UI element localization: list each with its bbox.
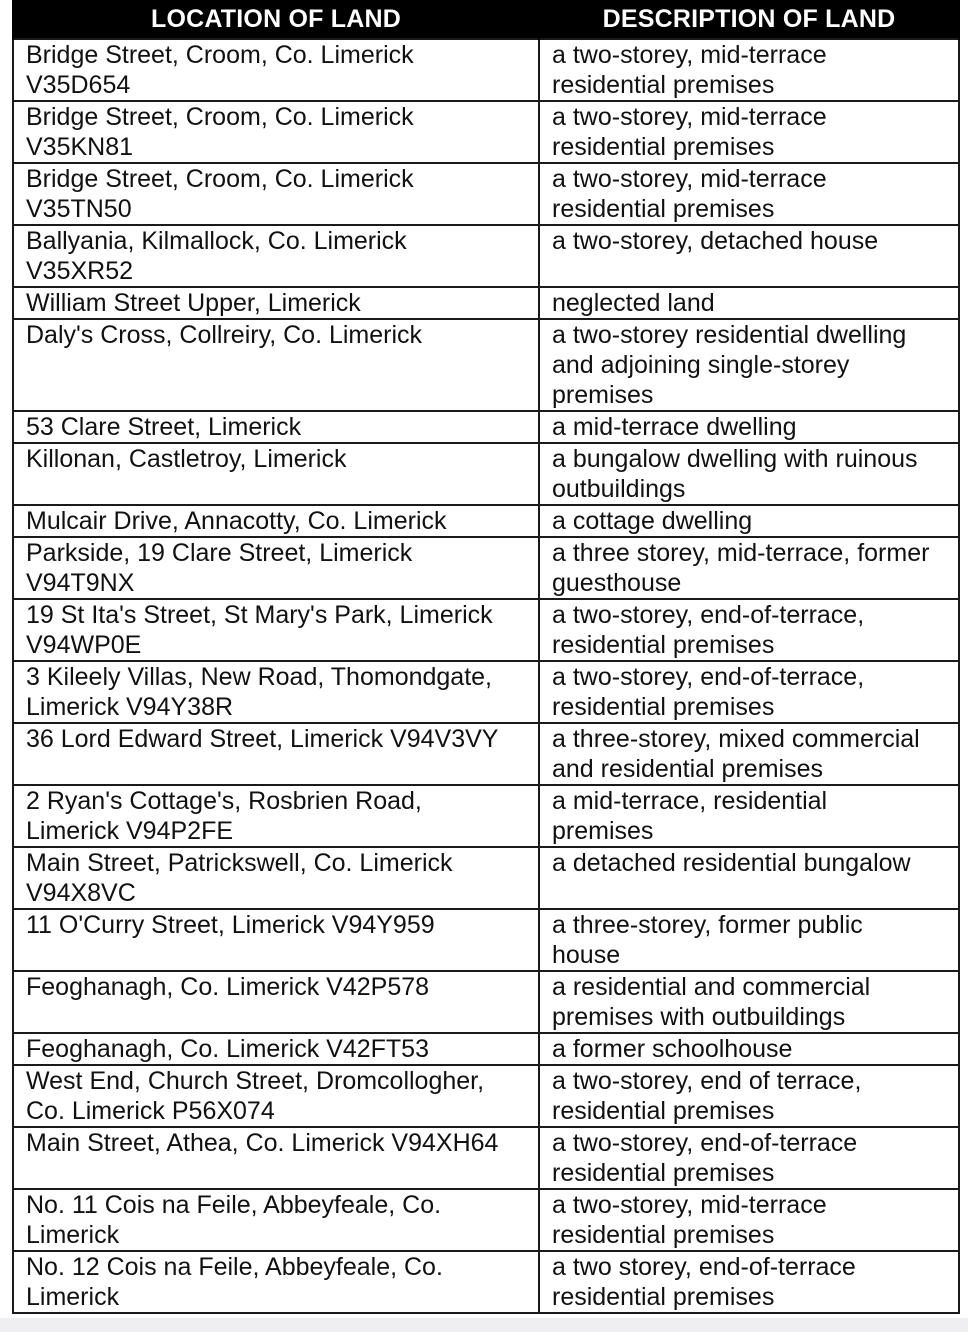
location-line: V94X8VC [26,879,136,907]
description-line: residential premises [552,1283,775,1311]
description-line: outbuildings [552,475,686,503]
location-cell [13,101,539,163]
location-line: V35KN81 [26,133,134,161]
bottom-margin-strip [0,1318,968,1332]
description-line: a mid-terrace dwelling [552,413,797,441]
table-row [13,1189,959,1251]
description-cell [539,1251,959,1313]
location-cell [13,1033,539,1065]
description-line: residential premises [552,1097,775,1125]
description-line: premises [552,817,654,845]
location-line: Killonan, Castletroy, Limerick [26,445,347,473]
description-line: a bungalow dwelling with ruinous [552,445,918,473]
description-line: a two-storey, detached house [552,227,879,255]
location-cell [13,1251,539,1313]
location-line: Limerick V94Y38R [26,693,234,721]
document-page [12,0,958,1332]
description-line: neglected land [552,289,715,317]
description-cell [539,411,959,443]
location-line: Main Street, Athea, Co. Limerick V94XH64 [26,1129,499,1157]
location-cell [13,1065,539,1127]
description-line: a three-storey, former public [552,911,863,939]
table-row [13,225,959,287]
location-cell [13,847,539,909]
description-line: a three-storey, mixed commercial [552,725,920,753]
table-row [13,319,959,411]
location-line: Co. Limerick P56X074 [26,1097,275,1125]
table-row [13,785,959,847]
description-column-header: DESCRIPTION OF LAND [539,0,959,39]
description-cell [539,505,959,537]
description-line: a two-storey residential dwelling [552,321,907,349]
location-line: No. 12 Cois na Feile, Abbeyfeale, Co. [26,1253,443,1281]
location-cell [13,971,539,1033]
description-line: residential premises [552,631,775,659]
location-column-header: LOCATION OF LAND [13,0,539,39]
description-cell [539,287,959,319]
description-line: residential premises [552,693,775,721]
location-line: Feoghanagh, Co. Limerick V42FT53 [26,1035,429,1063]
table-row [13,505,959,537]
description-cell [539,163,959,225]
description-line: a two-storey, end-of-terrace, [552,663,865,691]
table-row [13,1251,959,1313]
description-cell [539,909,959,971]
description-line: and adjoining single-storey [552,351,850,379]
location-cell [13,1189,539,1251]
location-line: William Street Upper, Limerick [26,289,361,317]
location-line: No. 11 Cois na Feile, Abbeyfeale, Co. [26,1191,442,1219]
description-line: a two storey, end-of-terrace [552,1253,856,1281]
description-cell [539,319,959,411]
location-cell [13,785,539,847]
description-cell [539,1065,959,1127]
description-line: a mid-terrace, residential [552,787,828,815]
table-row [13,411,959,443]
table-row [13,1127,959,1189]
table-row [13,661,959,723]
description-cell [539,1033,959,1065]
description-line: a former schoolhouse [552,1035,793,1063]
table-row [13,287,959,319]
description-line: a residential and commercial [552,973,871,1001]
description-cell [539,225,959,287]
description-cell [539,661,959,723]
table-row [13,163,959,225]
land-table [12,0,960,1314]
location-line: 19 St Ita's Street, St Mary's Park, Limerick [26,601,493,629]
description-cell [539,599,959,661]
location-line: Daly's Cross, Collreiry, Co. Limerick [26,321,423,349]
location-line: Bridge Street, Croom, Co. Limerick [26,165,414,193]
description-line: residential premises [552,1159,775,1187]
description-line: premises with outbuildings [552,1003,846,1031]
location-cell [13,443,539,505]
description-line: residential premises [552,1221,775,1249]
location-line: Limerick [26,1221,120,1249]
description-line: residential premises [552,133,775,161]
description-cell [539,101,959,163]
table-row [13,101,959,163]
location-cell [13,287,539,319]
location-line: V35D654 [26,71,131,99]
location-line: Parkside, 19 Clare Street, Limerick [26,539,413,567]
description-cell [539,971,959,1033]
description-line: residential premises [552,195,775,223]
location-line: V94T9NX [26,569,135,597]
location-cell [13,505,539,537]
location-line: Bridge Street, Croom, Co. Limerick [26,103,414,131]
description-line: premises [552,381,654,409]
location-cell [13,163,539,225]
location-cell [13,225,539,287]
location-line: 11 O'Curry Street, Limerick V94Y959 [26,911,435,939]
description-line: residential premises [552,71,775,99]
description-line: a cottage dwelling [552,507,753,535]
description-cell [539,723,959,785]
description-line: a three storey, mid-terrace, former [552,539,930,567]
table-row [13,599,959,661]
table-row [13,1065,959,1127]
table-row [13,443,959,505]
description-line: a two-storey, mid-terrace [552,165,827,193]
table-row [13,723,959,785]
location-line: V35TN50 [26,195,132,223]
description-line: and residential premises [552,755,823,783]
description-line: a two-storey, end-of-terrace, [552,601,865,629]
description-cell [539,537,959,599]
location-line: Main Street, Patrickswell, Co. Limerick [26,849,453,877]
location-line: Limerick [26,1283,120,1311]
location-cell [13,599,539,661]
description-line: guesthouse [552,569,682,597]
table-row [13,39,959,101]
location-cell [13,1127,539,1189]
description-line: house [552,941,621,969]
table-row [13,847,959,909]
description-cell [539,1127,959,1189]
description-cell [539,443,959,505]
location-line: Feoghanagh, Co. Limerick V42P578 [26,973,430,1001]
location-line: 3 Kileely Villas, New Road, Thomondgate, [26,663,493,691]
description-line: a two-storey, end of terrace, [552,1067,862,1095]
location-cell [13,661,539,723]
description-line: a two-storey, mid-terrace [552,1191,827,1219]
description-cell [539,785,959,847]
table-row [13,909,959,971]
location-cell [13,319,539,411]
location-cell [13,723,539,785]
description-line: a detached residential bungalow [552,849,911,877]
location-line: V94WP0E [26,631,142,659]
description-cell [539,1189,959,1251]
location-line: Ballyania, Kilmallock, Co. Limerick [26,227,407,255]
location-cell [13,909,539,971]
description-cell [539,39,959,101]
location-line: 53 Clare Street, Limerick [26,413,302,441]
description-line: a two-storey, mid-terrace [552,41,827,69]
table-row [13,537,959,599]
location-line: 36 Lord Edward Street, Limerick V94V3VY [26,725,499,753]
description-cell [539,847,959,909]
location-line: V35XR52 [26,257,134,285]
location-line: Limerick V94P2FE [26,817,234,845]
location-cell [13,39,539,101]
location-line: 2 Ryan's Cottage's, Rosbrien Road, [26,787,422,815]
description-line: a two-storey, end-of-terrace [552,1129,858,1157]
location-line: Mulcair Drive, Annacotty, Co. Limerick [26,507,447,535]
description-line: a two-storey, mid-terrace [552,103,827,131]
location-line: West End, Church Street, Dromcollogher, [26,1067,485,1095]
location-line: Bridge Street, Croom, Co. Limerick [26,41,414,69]
table-header-row [13,0,959,39]
table-row [13,1033,959,1065]
table-body [13,39,959,1313]
table-row [13,971,959,1033]
location-cell [13,411,539,443]
location-cell [13,537,539,599]
